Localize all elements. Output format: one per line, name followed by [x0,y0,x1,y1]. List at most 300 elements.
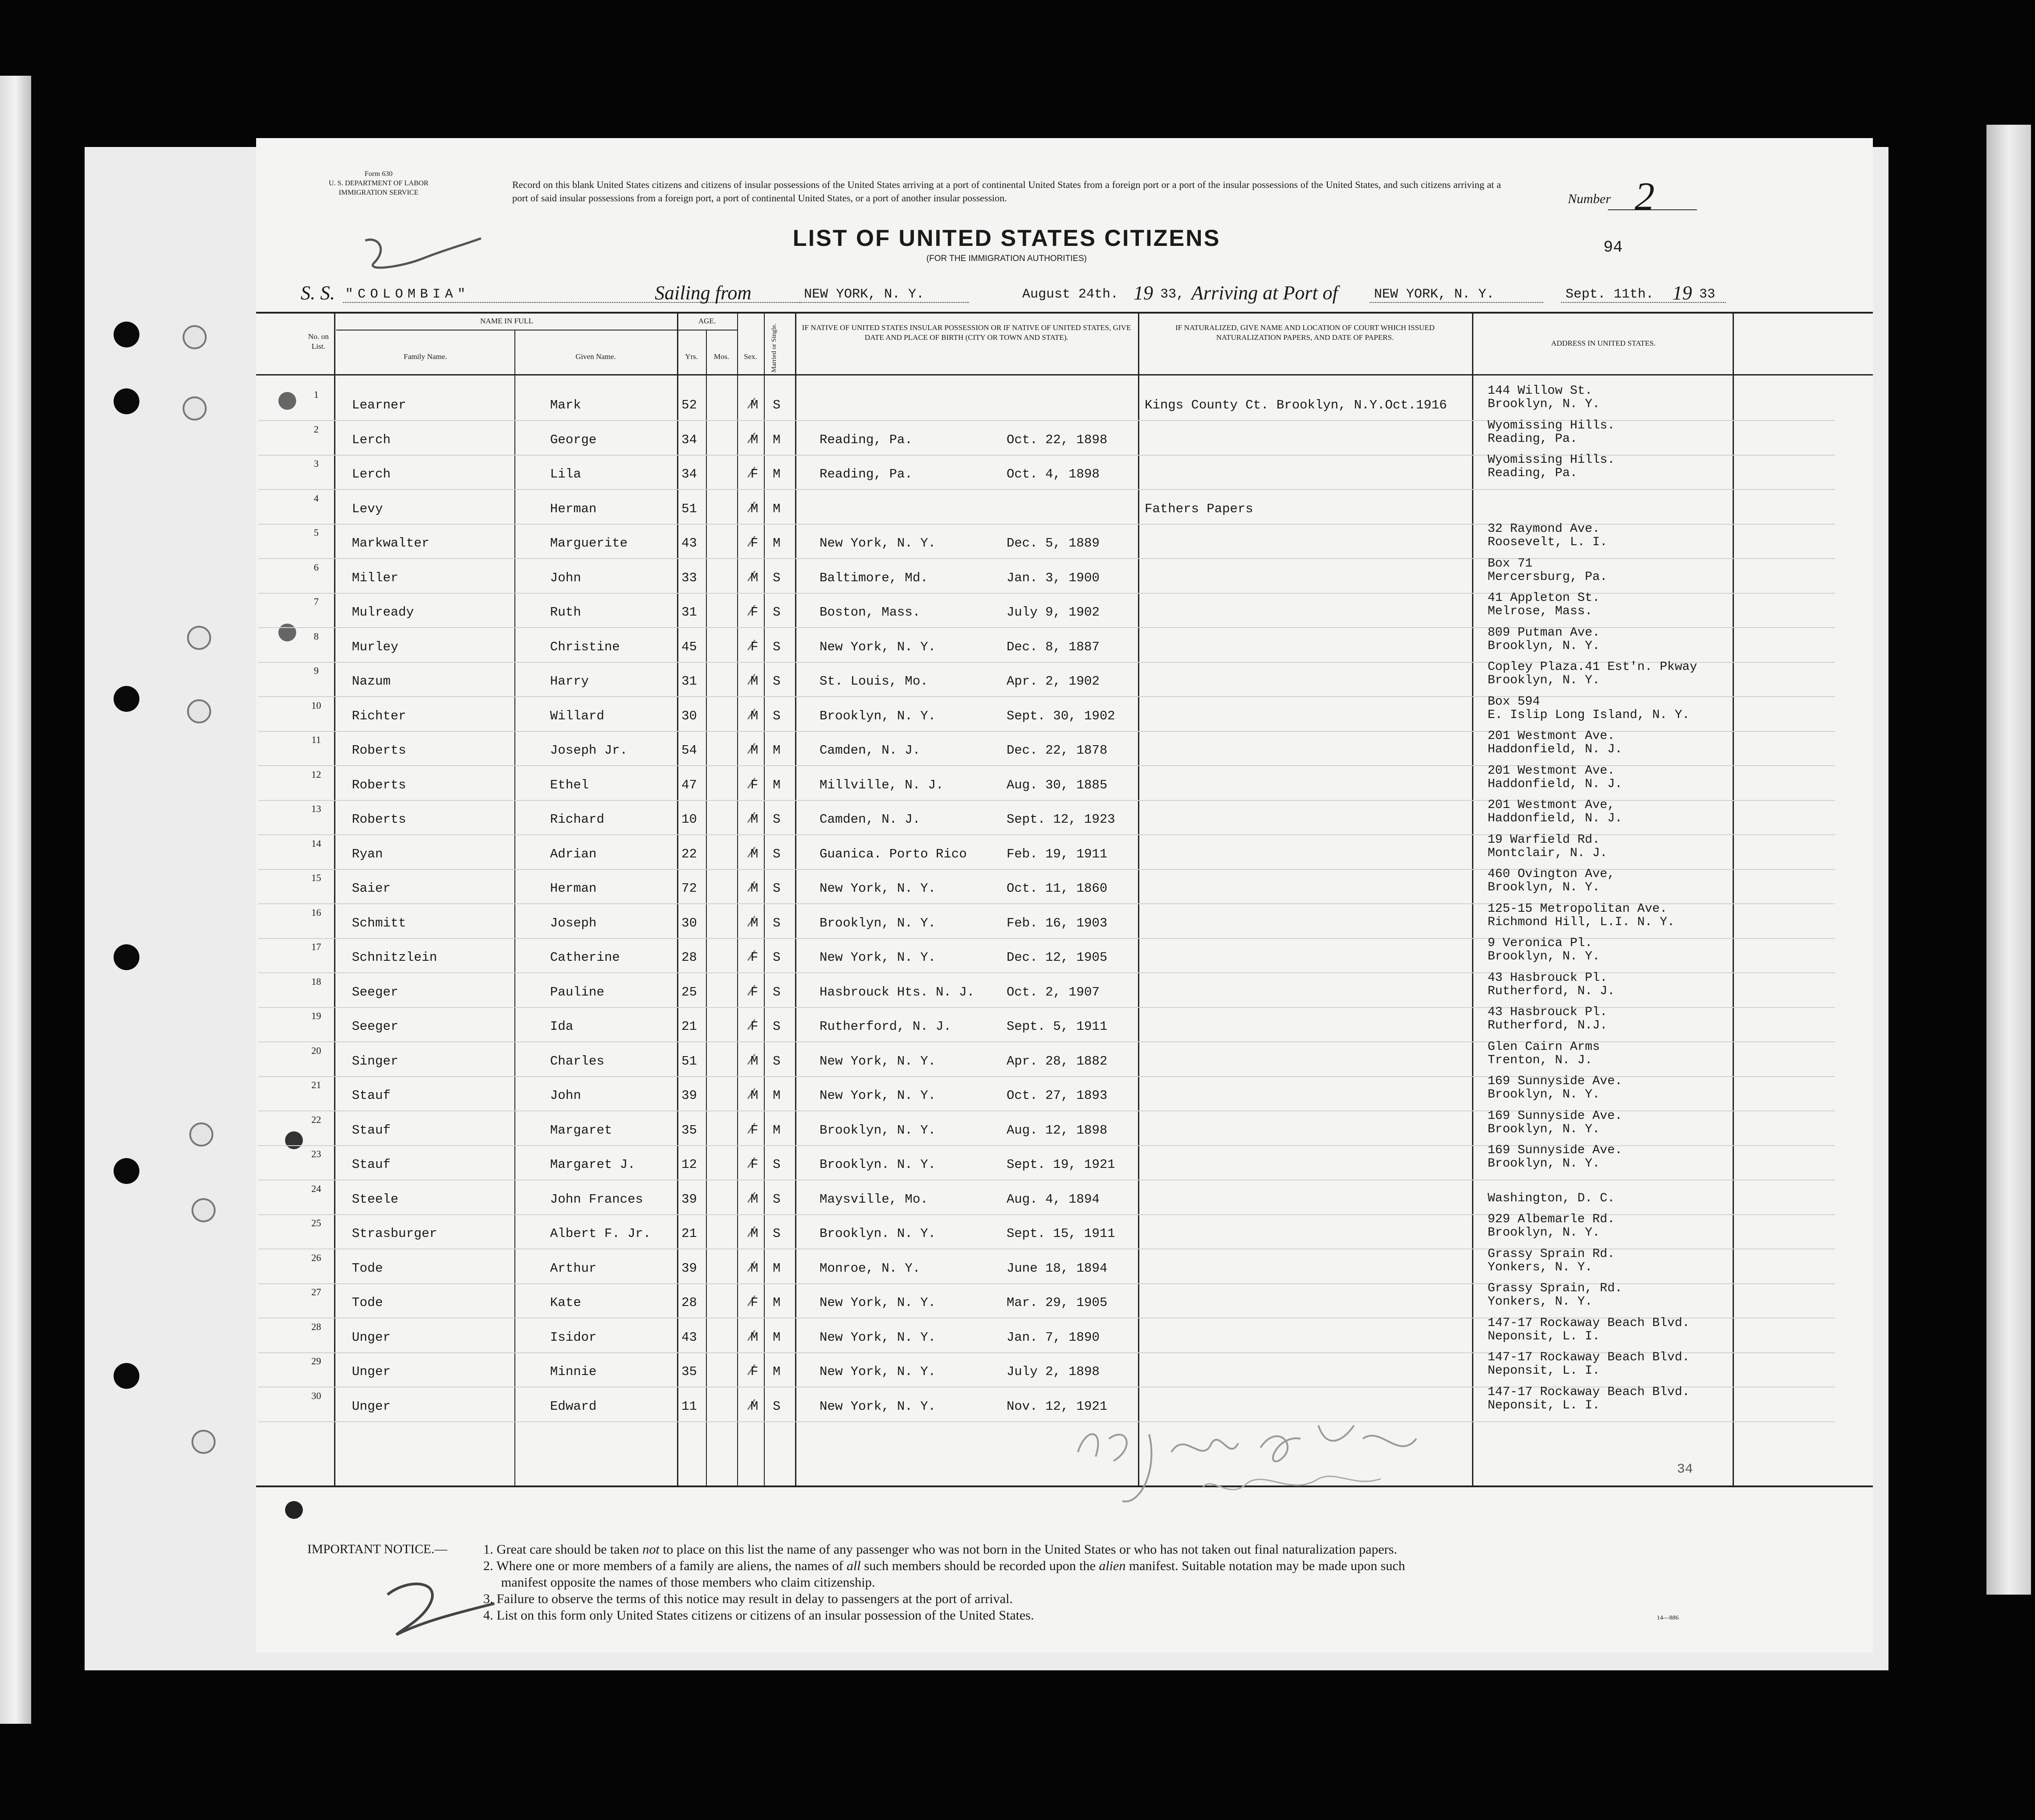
cell-place: Guanica. Porto Rico [820,846,967,861]
cell-given: John [550,1088,581,1103]
cell-place: New York, N. Y. [820,1295,936,1310]
table-row [258,696,1835,732]
table-row [258,903,1835,939]
page-subtitle: (FOR THE IMMIGRATION AUTHORITIES) [926,254,1087,263]
cell-place: Brooklyn, N. Y. [820,708,936,723]
cell-address-line2: Brooklyn, N. Y. [1488,397,1600,411]
cell-sex: F [750,1157,759,1172]
notice-item-3: 3. Failure to observe the terms of this notice may result in delay to passengers at the port of arrival. [483,1591,1013,1606]
cell-given: Pauline [550,984,604,1000]
cell-date: Oct. 11, 1860 [1007,881,1108,896]
cell-given: Harry [550,674,589,689]
cell-sex: F [750,950,759,965]
cell-ms: M [773,1122,781,1138]
department-name: U. S. DEPARTMENT OF LABOR [329,180,428,187]
cell-sex: M [750,501,759,516]
cell-place: Reading, Pa. [820,467,913,482]
row-number: 6 [314,561,319,573]
sailing-label: Sailing from [655,282,752,304]
header-name-in-full: NAME IN FULL [480,317,533,325]
cell-date: Dec. 22, 1878 [1007,743,1108,758]
cell-address-line1: 201 Westmont Ave. [1488,729,1615,743]
cell-family: Markwalter [352,536,430,551]
cell-address-line1: Wyomissing Hills. [1488,453,1615,467]
cell-ms: S [773,398,781,412]
table-row [258,730,1835,766]
row-number: 7 [314,596,319,607]
cell-age: 28 [681,950,697,965]
cell-family: Steele [352,1192,399,1207]
cell-address-line2: Brooklyn, N. Y. [1488,1122,1600,1136]
cell-nat: Fathers Papers [1145,501,1253,516]
cell-age: 30 [681,915,697,930]
row-number: 27 [311,1286,321,1298]
page-number: 94 [1603,238,1623,257]
cell-address-line1: 32 Raymond Ave. [1488,522,1600,536]
cell-given: Richard [550,812,604,827]
cell-family: Strasburger [352,1226,437,1241]
cell-given: Herman [550,881,597,896]
cell-family: Saier [352,881,391,896]
cell-sex: M [750,1399,759,1414]
cell-address-line2: Richmond Hill, L.I. N. Y. [1488,915,1675,929]
arriving-date: Sept. 11th. [1566,287,1654,302]
row-number: 17 [311,941,321,952]
cell-sex: F [750,1122,759,1138]
header-no-on-list: No. on List. [308,332,329,351]
cell-place: New York, N. Y. [820,1399,936,1414]
punch-hole [285,1501,303,1519]
cell-ms: S [773,1053,781,1069]
cell-age: 47 [681,777,697,792]
arriving-label: Arriving at Port of [1191,282,1338,304]
cell-given: Ruth [550,605,581,620]
cell-address-line1: Box 71 [1488,556,1533,571]
cell-age: 72 [681,881,697,896]
cell-ms: M [773,501,781,516]
cell-sex: F [750,536,759,551]
cell-ms: S [773,1157,781,1172]
cell-address-line1: 144 Willow St. [1488,384,1593,398]
cell-date: Aug. 12, 1898 [1007,1122,1108,1138]
table-row [258,972,1835,1008]
cell-address-line1: 147-17 Rockaway Beach Blvd. [1488,1316,1690,1330]
voyage-line [301,282,1716,304]
cell-family: Tode [352,1261,383,1276]
cell-ms: S [773,1399,781,1414]
cell-family: Unger [352,1364,391,1379]
cell-address-line1: Glen Cairn Arms [1488,1040,1600,1054]
table-row [258,592,1835,628]
header-months: Mos. [714,352,730,361]
service-name: IMMIGRATION SERVICE [338,189,419,196]
cell-age: 31 [681,605,697,620]
cell-ms: S [773,708,781,723]
table-row [258,1249,1835,1284]
row-number: 26 [311,1252,321,1263]
cell-family: Unger [352,1330,391,1345]
cell-given: Christine [550,639,620,654]
form-identifier [285,169,472,197]
cell-date: Feb. 19, 1911 [1007,846,1108,861]
cell-place: New York, N. Y. [820,950,936,965]
cell-address-line1: 460 Ovington Ave, [1488,867,1615,881]
cell-sex: F [750,605,759,620]
row-number: 11 [311,734,321,745]
cell-sex: M [750,570,759,585]
cell-age: 22 [681,846,697,861]
cell-ms: S [773,1192,781,1207]
ring-hole [192,1198,216,1222]
cell-sex: M [750,398,759,412]
cell-family: Nazum [352,674,391,689]
cell-address-line1: Copley Plaza.41 Est'n. Pkway [1488,660,1697,674]
cell-ms: S [773,950,781,965]
cell-place: Brooklyn, N. Y. [820,915,936,930]
cell-age: 12 [681,1157,697,1172]
cell-family: Unger [352,1399,391,1414]
table-bottom-rule [256,1485,1873,1487]
form-number: Form 630 [364,170,393,178]
cell-family: Roberts [352,743,406,758]
cell-place: New York, N. Y. [820,1330,936,1345]
cell-place: Millville, N. J. [820,777,944,792]
row-number: 15 [311,872,321,883]
row-number: 18 [311,975,321,987]
cell-address-line1: Box 594 [1488,694,1540,709]
cell-ms: M [773,743,781,758]
cell-ms: M [773,1330,781,1345]
cell-address-line2: Brooklyn, N. Y. [1488,881,1600,894]
punch-hole [114,686,139,712]
row-number: 1 [314,389,319,400]
table-row [258,454,1835,490]
cell-place: St. Louis, Mo. [820,674,928,689]
cell-date: Sept. 5, 1911 [1007,1019,1108,1034]
cell-address-line2: Neponsit, L. I. [1488,1364,1600,1378]
cell-given: Ethel [550,777,589,792]
cell-date: Dec. 8, 1887 [1007,639,1100,654]
cell-given: Isidor [550,1330,597,1345]
cell-address-line2: Brooklyn, N. Y. [1488,1226,1600,1240]
table-row [258,558,1835,594]
cell-date: Sept. 15, 1911 [1007,1226,1115,1241]
cell-ms: M [773,1295,781,1310]
table-row [258,385,1835,421]
cell-age: 35 [681,1364,697,1379]
cell-ms: M [773,467,781,482]
punch-hole [114,1158,139,1184]
cell-sex: M [750,1226,759,1241]
cell-sex: M [750,881,759,896]
cell-age: 30 [681,708,697,723]
cell-family: Stauf [352,1088,391,1103]
cell-given: Marguerite [550,536,628,551]
row-number: 30 [311,1390,321,1401]
arriving-year: 33 [1699,287,1716,302]
list-number: 2 [1635,175,1655,219]
cell-date: Oct. 27, 1893 [1007,1088,1108,1103]
cell-date: July 2, 1898 [1007,1364,1100,1379]
header-birth: IF NATIVE OF UNITED STATES INSULAR POSSESSION OR IF NATIVE OF UNITED STATES, GIVE DATE AND PLACE OF BIRTH (CITY OR TOWN AND STATE). [802,323,1131,342]
cell-given: Mark [550,398,581,412]
cell-family: Richter [352,708,406,723]
cell-age: 52 [681,398,697,412]
cell-address-line1: 147-17 Rockaway Beach Blvd. [1488,1385,1690,1399]
cell-place: Brooklyn. N. Y. [820,1157,936,1172]
cell-place: New York, N. Y. [820,1053,936,1069]
row-number: 24 [311,1183,321,1194]
header-family-name: Family Name. [404,352,447,361]
passenger-table [258,376,1835,1485]
ring-hole [183,396,207,420]
row-number: 29 [311,1355,321,1367]
cell-date: Sept. 30, 1902 [1007,708,1115,723]
cell-family: Tode [352,1295,383,1310]
cell-address-line2: Brooklyn, N. Y. [1488,673,1600,687]
cell-family: Roberts [352,812,406,827]
cell-address-line2: Haddonfield, N. J. [1488,812,1623,825]
arriving-year-prefix: 19 [1672,282,1692,304]
cell-family: Murley [352,639,399,654]
ring-hole [183,325,207,349]
cell-sex: F [750,1295,759,1310]
cell-address-line2: Melrose, Mass. [1488,604,1593,618]
cell-date: Dec. 5, 1889 [1007,536,1100,551]
cell-ms: S [773,639,781,654]
row-number: 21 [311,1079,321,1090]
cell-place: Boston, Mass. [820,605,921,620]
cell-place: New York, N. Y. [820,1088,936,1103]
cell-given: Kate [550,1295,581,1310]
cell-age: 34 [681,432,697,447]
table-row [258,800,1835,835]
cell-date: Aug. 4, 1894 [1007,1192,1100,1207]
cell-age: 39 [681,1192,697,1207]
cell-date: Apr. 28, 1882 [1007,1053,1108,1069]
cell-address-line1: 19 Warfield Rd. [1488,832,1600,847]
table-row [258,1007,1835,1042]
cell-family: Lerch [352,467,391,482]
cell-age: 34 [681,467,697,482]
row-number: 9 [314,665,319,676]
table-row [258,938,1835,973]
cell-family: Mulready [352,605,414,620]
cell-address-line2: Reading, Pa. [1488,466,1578,480]
cell-address-line2: Mercersburg, Pa. [1488,570,1607,584]
left-film-edge [0,76,31,1724]
table-row [258,1041,1835,1077]
cell-given: Minnie [550,1364,597,1379]
cell-family: Learner [352,398,406,412]
cell-address-line2: Montclair, N. J. [1488,846,1607,860]
notice-item-2-continued: manifest opposite the names of those members who claim citizenship. [501,1575,875,1590]
cell-address-line1: 169 Sunnyside Ave. [1488,1109,1623,1123]
cell-address-line1: 9 Veronica Pl. [1488,936,1593,950]
cell-address-line2: Trenton, N. J. [1488,1053,1593,1067]
cell-sex: M [750,743,759,758]
header-bottom-rule [256,374,1873,375]
row-number: 22 [311,1114,321,1125]
table-row [258,1283,1835,1318]
cell-age: 54 [681,743,697,758]
punch-hole [114,322,139,347]
cell-given: Margaret J. [550,1157,636,1172]
cell-family: Lerch [352,432,391,447]
row-number: 28 [311,1321,321,1332]
cell-date: Mar. 29, 1905 [1007,1295,1108,1310]
table-row [258,1179,1835,1215]
cell-age: 43 [681,536,697,551]
age-header-rule [677,330,737,331]
cell-place: Reading, Pa. [820,432,913,447]
cell-age: 10 [681,812,697,827]
cell-date: Nov. 12, 1921 [1007,1399,1108,1414]
cell-date: Jan. 7, 1890 [1007,1330,1100,1345]
handwritten-signature-icon [1069,1399,1470,1514]
cell-given: Albert F. Jr. [550,1226,651,1241]
cell-given: George [550,432,597,447]
cell-given: Edward [550,1399,597,1414]
header-married-single: Married or Single. [771,323,778,373]
cell-ms: S [773,674,781,689]
cell-address-line2: Brooklyn, N. Y. [1488,1088,1600,1102]
cell-address-line2: Yonkers, N. Y. [1488,1295,1593,1309]
record-instructions: Record on this blank United States citizens and citizens of insular possessions of the United States arriving at a port of continental United States from a foreign port or a port of the insular possessions of the United States, and such citizens arriving at a port of said insular possessions from a foreign port, a port of continental United States, or a port of another insular possession. [512,179,1501,204]
cell-nat: Kings County Ct. Brooklyn, N.Y.Oct.1916 [1145,398,1447,412]
cell-place: Camden, N. J. [820,812,921,827]
notice-heading: IMPORTANT NOTICE.— [307,1542,448,1556]
cell-age: 45 [681,639,697,654]
cell-address-line1: 169 Sunnyside Ave. [1488,1074,1623,1088]
table-row [258,661,1835,697]
cell-date: June 18, 1894 [1007,1261,1108,1276]
cell-address-line2: Rutherford, N.J. [1488,1019,1607,1032]
cell-ms: S [773,605,781,620]
ring-hole [187,626,211,650]
row-number: 16 [311,906,321,918]
cell-given: Lila [550,467,581,482]
cell-place: New York, N. Y. [820,881,936,896]
cell-age: 21 [681,1019,697,1034]
cell-sex: M [750,1192,759,1207]
cell-age: 39 [681,1261,697,1276]
cell-address-line1: 169 Sunnyside Ave. [1488,1143,1623,1157]
cell-place: New York, N. Y. [820,1364,936,1379]
row-number: 5 [314,527,319,538]
punch-hole [114,944,139,970]
cell-given: Joseph [550,915,597,930]
cell-address-line1: 929 Albemarle Rd. [1488,1212,1615,1226]
table-row [258,834,1835,870]
cell-date: Sept. 12, 1923 [1007,812,1115,827]
number-label: Number [1568,192,1611,206]
cell-sex: M [750,1261,759,1276]
cell-given: Adrian [550,846,597,861]
cell-address-line2: Brooklyn, N. Y. [1488,639,1600,653]
sailing-date: August 24th. [1022,287,1119,302]
cell-address-line1: 43 Hasbrouck Pl. [1488,971,1607,985]
punch-hole [114,1363,139,1389]
arriving-port: NEW YORK, N. Y. [1374,287,1495,302]
cell-place: Brooklyn. N. Y. [820,1226,936,1241]
page-title: LIST OF UNITED STATES CITIZENS [792,225,1221,251]
cell-given: Ida [550,1019,574,1034]
cell-date: Oct. 4, 1898 [1007,467,1100,482]
sailing-port: NEW YORK, N. Y. [804,287,925,302]
cell-ms: M [773,1261,781,1276]
cell-address-line2: Washington, D. C. [1488,1191,1615,1205]
cell-ms: M [773,777,781,792]
cell-address-line1: Grassy Sprain Rd. [1488,1247,1615,1261]
cell-age: 51 [681,1053,697,1069]
cell-given: Charles [550,1053,604,1069]
punch-hole [114,388,139,414]
table-row [258,1318,1835,1353]
cell-ms: M [773,432,781,447]
cell-ms: M [773,1364,781,1379]
cell-age: 43 [681,1330,697,1345]
cell-sex: M [750,1330,759,1345]
cell-age: 25 [681,984,697,1000]
ring-hole [189,1122,213,1147]
row-number: 20 [311,1045,321,1056]
cell-address-line2: Reading, Pa. [1488,432,1578,446]
sailing-year: 33, [1160,287,1185,302]
cell-family: Seeger [352,1019,399,1034]
table-row [258,1214,1835,1249]
cell-age: 31 [681,674,697,689]
cell-ms: S [773,915,781,930]
cell-address-line2: Haddonfield, N. J. [1488,743,1623,756]
header-naturalized: IF NATURALIZED, GIVE NAME AND LOCATION OF COURT WHICH ISSUED NATURALIZATION PAPERS, AND DATE OF PAPERS. [1175,323,1435,342]
header-given-name: Given Name. [575,352,616,361]
cell-place: Hasbrouck Hts. N. J. [820,984,975,1000]
cell-address-line2: Brooklyn, N. Y. [1488,950,1600,963]
cell-given: John [550,570,581,585]
cell-family: Miller [352,570,399,585]
cell-family: Schnitzlein [352,950,437,965]
cell-address-line1: 41 Appleton St. [1488,591,1600,605]
table-row [258,765,1835,801]
cell-ms: M [773,1088,781,1103]
row-number: 14 [311,837,321,849]
table-row [258,627,1835,663]
table-row [258,1110,1835,1146]
cell-given: Arthur [550,1261,597,1276]
cell-sex: F [750,984,759,1000]
cell-ms: S [773,881,781,896]
cell-date: Apr. 2, 1902 [1007,674,1100,689]
row-number: 2 [314,423,319,435]
cell-address-line2: Roosevelt, L. I. [1488,535,1607,549]
cell-age: 11 [681,1399,697,1414]
cell-sex: M [750,812,759,827]
cell-address-line1: Grassy Sprain, Rd. [1488,1281,1623,1295]
table-top-rule [256,312,1873,314]
ship-name: "COLOMBIA" [345,287,470,302]
cell-place: New York, N. Y. [820,639,936,654]
name-header-rule [336,330,677,331]
cell-sex: F [750,467,759,482]
cell-given: Margaret [550,1122,612,1138]
cell-address-line1: 809 Putman Ave. [1488,625,1600,640]
cell-family: Schmitt [352,915,406,930]
ss-label: S. S. [301,282,335,304]
cell-address-line1: 125-15 Metropolitan Ave. [1488,902,1668,916]
cell-sex: F [750,1019,759,1034]
cell-age: 35 [681,1122,697,1138]
